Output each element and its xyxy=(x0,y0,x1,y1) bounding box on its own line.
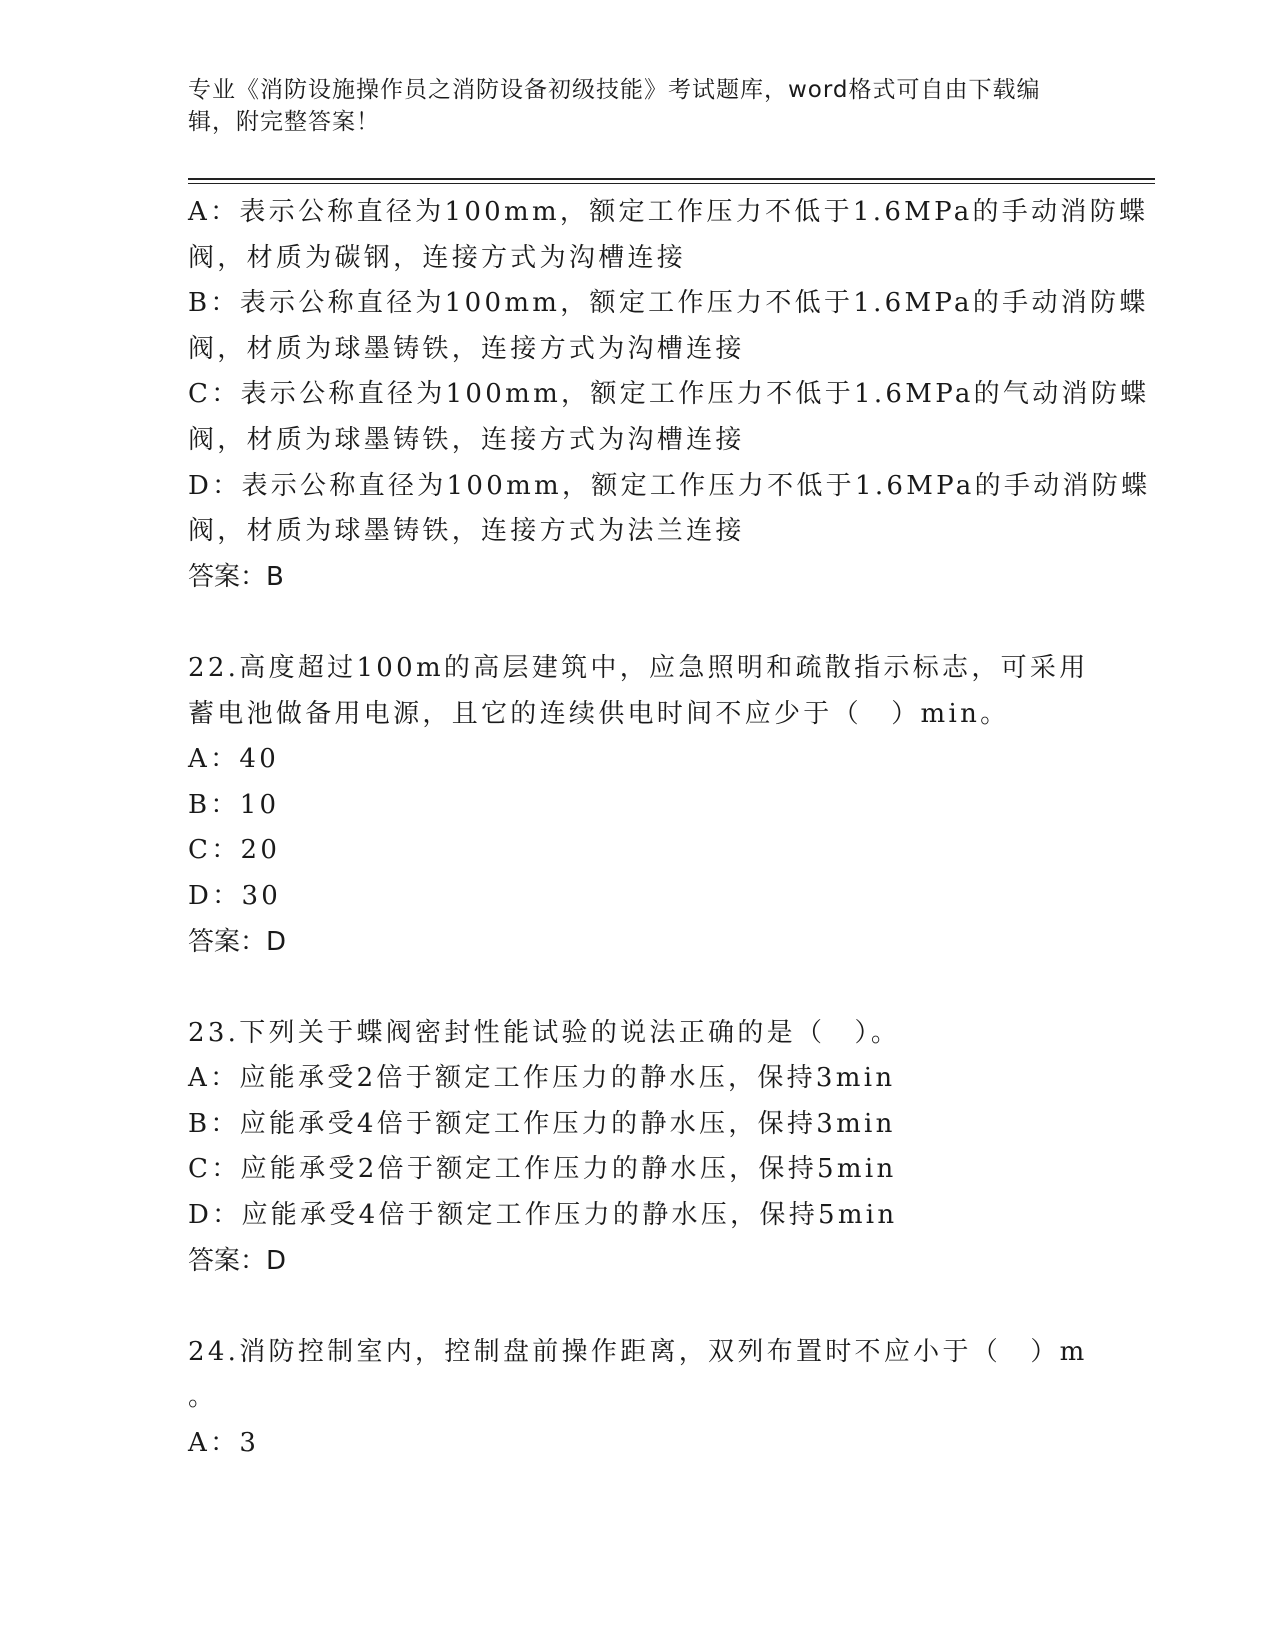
header-divider-thick xyxy=(188,178,1155,180)
option-d: D：30 xyxy=(188,880,282,911)
header-line-2: 辑，附完整答案！ xyxy=(188,109,380,135)
option-d: D：应能承受4倍于额定工作压力的静水压，保持5min xyxy=(188,1200,898,1231)
question-content xyxy=(188,190,1151,1467)
question-21-options xyxy=(188,190,1151,600)
option-a-line-2: 阀，材质为碳钢，连接方式为沟槽连接 xyxy=(188,242,687,273)
option-d-line-2: 阀，材质为球墨铸铁，连接方式为法兰连接 xyxy=(188,516,745,547)
option-a-line-1: A：表示公称直径为100mm，额定工作压力不低于1.6MPa的手动消防蝶 xyxy=(188,197,1149,227)
spacer xyxy=(188,1284,1148,1330)
option-b-line-1: B：表示公称直径为100mm，额定工作压力不低于1.6MPa的手动消防蝶 xyxy=(188,288,1149,319)
answer-23: 答案：D xyxy=(188,1245,287,1276)
option-d-line-1: D：表示公称直径为100mm，额定工作压力不低于1.6MPa的手动消防蝶 xyxy=(188,470,1151,501)
question-22-stem-line-1: 22.高度超过100m的高层建筑中，应急照明和疏散指示标志，可采用 xyxy=(188,652,1089,683)
question-24-stem-line-2: 。 xyxy=(188,1382,218,1413)
spacer xyxy=(188,965,1148,1011)
question-23 xyxy=(188,1011,1148,1285)
header-line-1: 专业《消防设施操作员之消防设备初级技能》考试题库，word格式可自由下载编 xyxy=(188,77,1041,103)
answer-22: 答案：D xyxy=(188,926,287,957)
spacer xyxy=(188,600,1148,646)
option-b: B：10 xyxy=(188,789,280,820)
option-c: C：20 xyxy=(188,835,281,866)
question-24 xyxy=(188,1330,1148,1467)
question-23-stem: 23.下列关于蝶阀密封性能试验的说法正确的是（ ）。 xyxy=(188,1017,901,1048)
option-b-line-2: 阀，材质为球墨铸铁，连接方式为沟槽连接 xyxy=(188,333,745,364)
question-24-stem-line-1: 24.消防控制室内，控制盘前操作距离，双列布置时不应小于（ ）m xyxy=(188,1336,1088,1367)
option-a: A：3 xyxy=(188,1428,260,1459)
header-divider-thin xyxy=(188,183,1155,184)
option-c: C：应能承受2倍于额定工作压力的静水压，保持5min xyxy=(188,1154,897,1185)
question-22-stem-line-2: 蓄电池做备用电源，且它的连续供电时间不应少于（ ）min。 xyxy=(188,698,1010,729)
question-22 xyxy=(188,646,1148,965)
document-header xyxy=(188,74,1088,138)
option-b: B：应能承受4倍于额定工作压力的静水压，保持3min xyxy=(188,1108,896,1139)
option-a: A：应能承受2倍于额定工作压力的静水压，保持3min xyxy=(188,1063,896,1094)
option-a: A：40 xyxy=(188,744,280,775)
option-c-line-2: 阀，材质为球墨铸铁，连接方式为沟槽连接 xyxy=(188,424,745,455)
answer-21: 答案：B xyxy=(188,561,284,592)
option-c-line-1: C：表示公称直径为100mm，额定工作压力不低于1.6MPa的气动消防蝶 xyxy=(188,379,1150,410)
